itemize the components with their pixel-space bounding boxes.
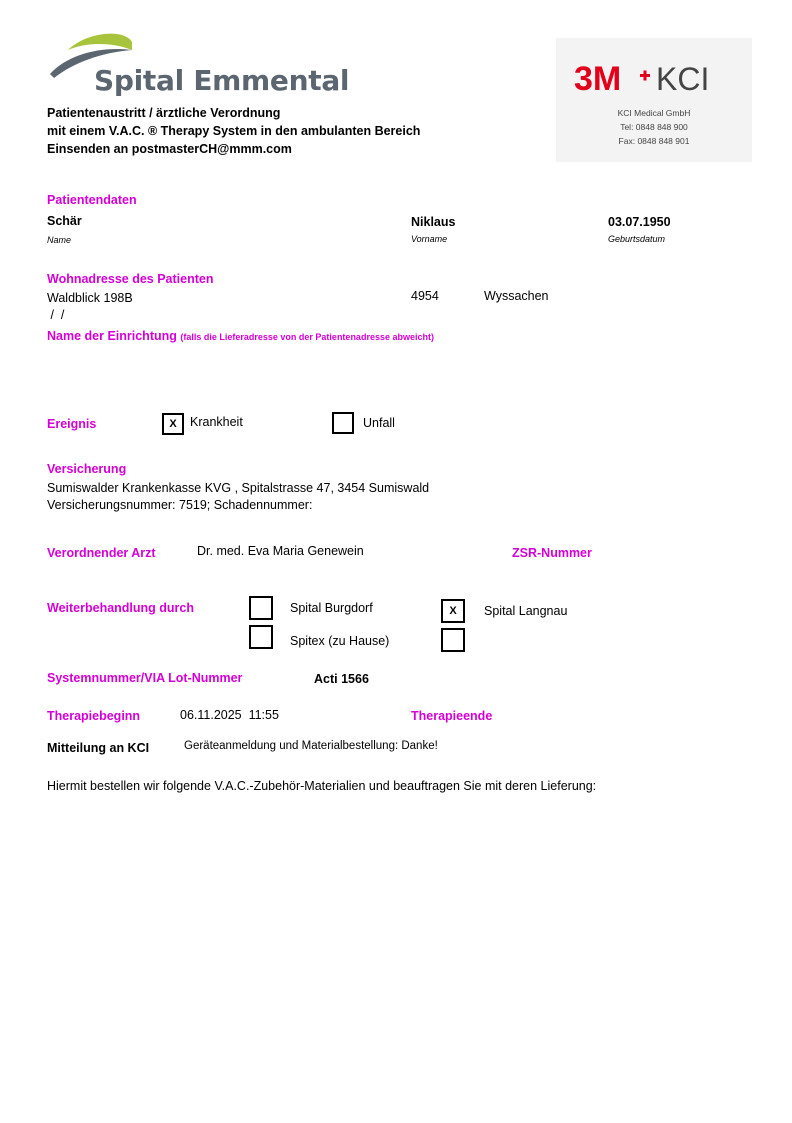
kci-fax: Fax: 0848 848 901 [618, 136, 690, 146]
insurance-line2: Versicherungsnummer: 7519; Schadennummer: [47, 498, 313, 512]
spital-emmental-logo-text: Spital Emmental [94, 64, 350, 97]
form-title-line2: mit einem V.A.C. ® Therapy System in den ambulanten Bereich [47, 124, 421, 138]
patient-last-name: Schär [47, 214, 82, 228]
followup-spitex-label: Spitex (zu Hause) [290, 634, 390, 648]
address-street: Waldblick 198B [47, 291, 133, 305]
svg-text:3M: 3M [574, 60, 622, 98]
doctor-label: Verordnender Arzt [47, 546, 156, 560]
message-label: Mitteilung an KCI [47, 741, 150, 755]
followup-burgdorf-checkbox[interactable] [249, 596, 273, 620]
therapy-start-value: 06.11.2025 11:55 [180, 708, 279, 722]
zsr-label: ZSR-Nummer [512, 546, 592, 560]
address-extra: / / [47, 308, 65, 322]
followup-other-checkbox[interactable] [441, 628, 465, 652]
followup-burgdorf-label: Spital Burgdorf [290, 601, 373, 615]
first-name-caption: Vorname [411, 234, 448, 244]
svg-text:KCI: KCI [656, 61, 710, 97]
event-accident-label: Unfall [363, 416, 395, 430]
form-title-line1: Patientenaustritt / ärztliche Verordnung [47, 106, 281, 120]
followup-langnau-label: Spital Langnau [484, 604, 568, 618]
kci-logo-mark [556, 52, 752, 112]
event-illness-label: Krankheit [190, 415, 243, 429]
spital-emmental-logo [46, 28, 350, 102]
doctor-name: Dr. med. Eva Maria Genewein [197, 544, 364, 558]
address-zip: 4954 [411, 289, 439, 303]
birth-date-caption: Geburtsdatum [608, 234, 666, 244]
address-city: Wyssachen [484, 289, 549, 303]
form-title-line3: Einsenden an postmasterCH@mmm.com [47, 142, 292, 156]
facility-note: (falls die Lieferadresse von der Patientenadresse abweicht) [180, 332, 434, 342]
system-number-value: Acti 1566 [314, 672, 369, 686]
kci-logo-box [556, 38, 752, 162]
name-caption: Name [47, 235, 72, 245]
event-accident-checkbox[interactable] [332, 412, 354, 434]
followup-label: Weiterbehandlung durch [47, 601, 194, 615]
therapy-end-label: Therapieende [411, 709, 493, 723]
patient-section-label: Patientendaten [47, 193, 137, 207]
address-section-label: Wohnadresse des Patienten [47, 272, 214, 286]
facility-label-text: Name der Einrichtung [47, 329, 177, 343]
order-text: Hiermit bestellen wir folgende V.A.C.-Zubehör-Materialien und beauftragen Sie mit deren Lieferung: [47, 779, 597, 793]
therapy-start-label: Therapiebeginn [47, 709, 141, 723]
kci-company: KCI Medical GmbH [617, 108, 691, 118]
followup-spitex-checkbox[interactable] [249, 625, 273, 649]
event-label: Ereignis [47, 417, 97, 431]
facility-label [47, 329, 434, 343]
system-number-label: Systemnummer/VIA Lot-Nummer [47, 671, 243, 685]
kci-tel: Tel: 0848 848 900 [620, 122, 688, 132]
message-value: Geräteanmeldung und Materialbestellung: Danke! [184, 740, 438, 752]
patient-first-name: Niklaus [411, 215, 456, 229]
event-illness-checkbox[interactable]: X [162, 413, 184, 435]
followup-langnau-checkbox[interactable]: X [441, 599, 465, 623]
insurance-label: Versicherung [47, 462, 127, 476]
insurance-line1: Sumiswalder Krankenkasse KVG , Spitalstrasse 47, 3454 Sumiswald [47, 481, 430, 495]
patient-birth-date: 03.07.1950 [608, 215, 671, 229]
